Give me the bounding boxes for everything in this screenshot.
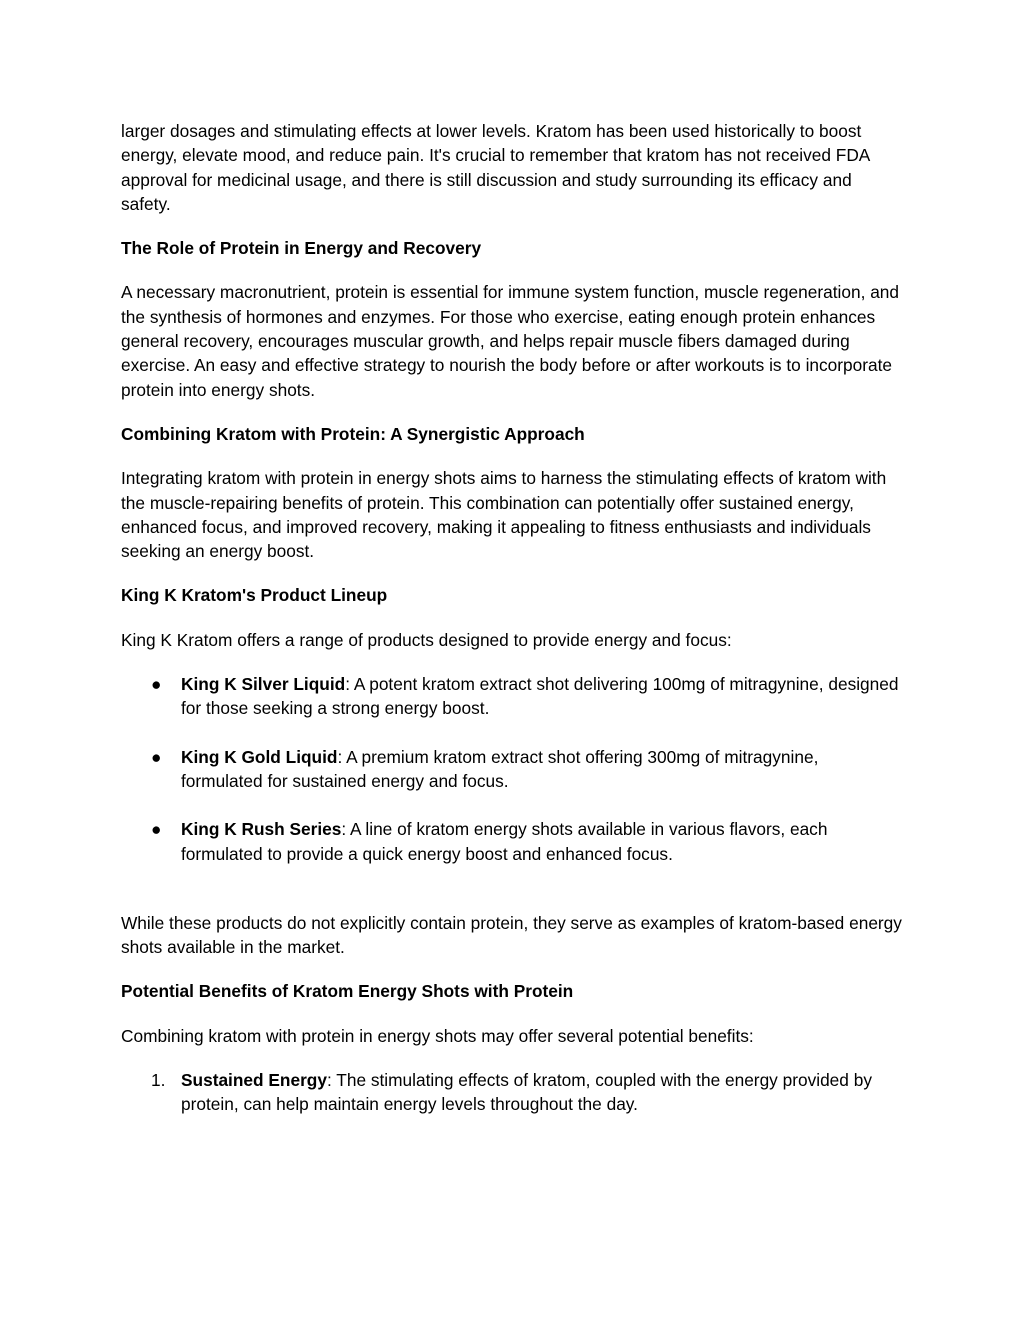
- product-bullet-list: [121, 672, 903, 866]
- section-heading-combining: Combining Kratom with Protein: A Synergistic Approach: [121, 423, 585, 444]
- section-heading-protein-role: The Role of Protein in Energy and Recovery: [121, 238, 482, 259]
- list-item-text: : A line of kratom energy shots available in various flavors, each formulated to provide a quick energy boost and enhanced focus.: [181, 819, 828, 864]
- list-item: [121, 817, 903, 866]
- section-heading-product-lineup: King K Kratom's Product Lineup: [121, 585, 388, 606]
- section-paragraph-combining: Integrating kratom with protein in energy shots aims to harness the stimulating effects of kratom with the muscle-repairing benefits of protein. This combination can potentially offer sustained energy, enhanced focus, and improved recovery, making it appealing to fitness enthusiasts and individuals seeking an energy boost.: [121, 468, 887, 562]
- bullet-marker: ●: [151, 746, 162, 767]
- document-page: [121, 119, 903, 1117]
- list-item-term: King K Silver Liquid: [181, 674, 346, 695]
- list-item-term: King K Gold Liquid: [181, 746, 338, 767]
- list-item: [121, 672, 903, 721]
- section-paragraph-product-lineup: King K Kratom offers a range of products designed to provide energy and focus:: [121, 629, 732, 650]
- section-heading-benefits: Potential Benefits of Kratom Energy Shots with Protein: [121, 981, 574, 1002]
- section-paragraph-products-note: While these products do not explicitly contain protein, they serve as examples of kratom-based energy shots available in the market.: [121, 912, 902, 958]
- list-item-text: : A premium kratom extract shot offering 300mg of mitragynine, formulated for sustained energy and focus.: [181, 746, 819, 791]
- section-paragraph-benefits: Combining kratom with protein in energy shots may offer several potential benefits:: [121, 1025, 754, 1046]
- list-item-text: : The stimulating effects of kratom, coupled with the energy provided by protein, can help maintain energy levels throughout the day.: [181, 1070, 872, 1115]
- benefits-numbered-list: [121, 1068, 903, 1117]
- number-marker: 1.: [151, 1070, 166, 1091]
- list-item-term: Sustained Energy: [181, 1070, 327, 1091]
- bullet-marker: ●: [151, 819, 162, 840]
- list-item: [121, 745, 903, 794]
- section-paragraph-protein-role: A necessary macronutrient, protein is essential for immune system function, muscle regeneration, and the synthesis of hormones and enzymes. For those who exercise, eating enough protein enhances general recovery, encourages muscular growth, and helps repair muscle fibers damaged during exercise. An easy and effective strategy to nourish the body before or after workouts is to incorporate protein into energy shots.: [121, 282, 900, 400]
- list-item: [121, 1068, 903, 1117]
- list-item-text: : A potent kratom extract shot delivering 100mg of mitragynine, designed for those seeking a strong energy boost.: [181, 674, 899, 719]
- intro-paragraph: larger dosages and stimulating effects at lower levels. Kratom has been used historically to boost energy, elevate mood, and reduce pain. It's crucial to remember that kratom has not received FDA approval for medicinal usage, and there is still discussion and study surrounding its efficacy and safety.: [121, 121, 870, 214]
- bullet-marker: ●: [151, 674, 162, 695]
- list-item-term: King K Rush Series: [181, 819, 342, 840]
